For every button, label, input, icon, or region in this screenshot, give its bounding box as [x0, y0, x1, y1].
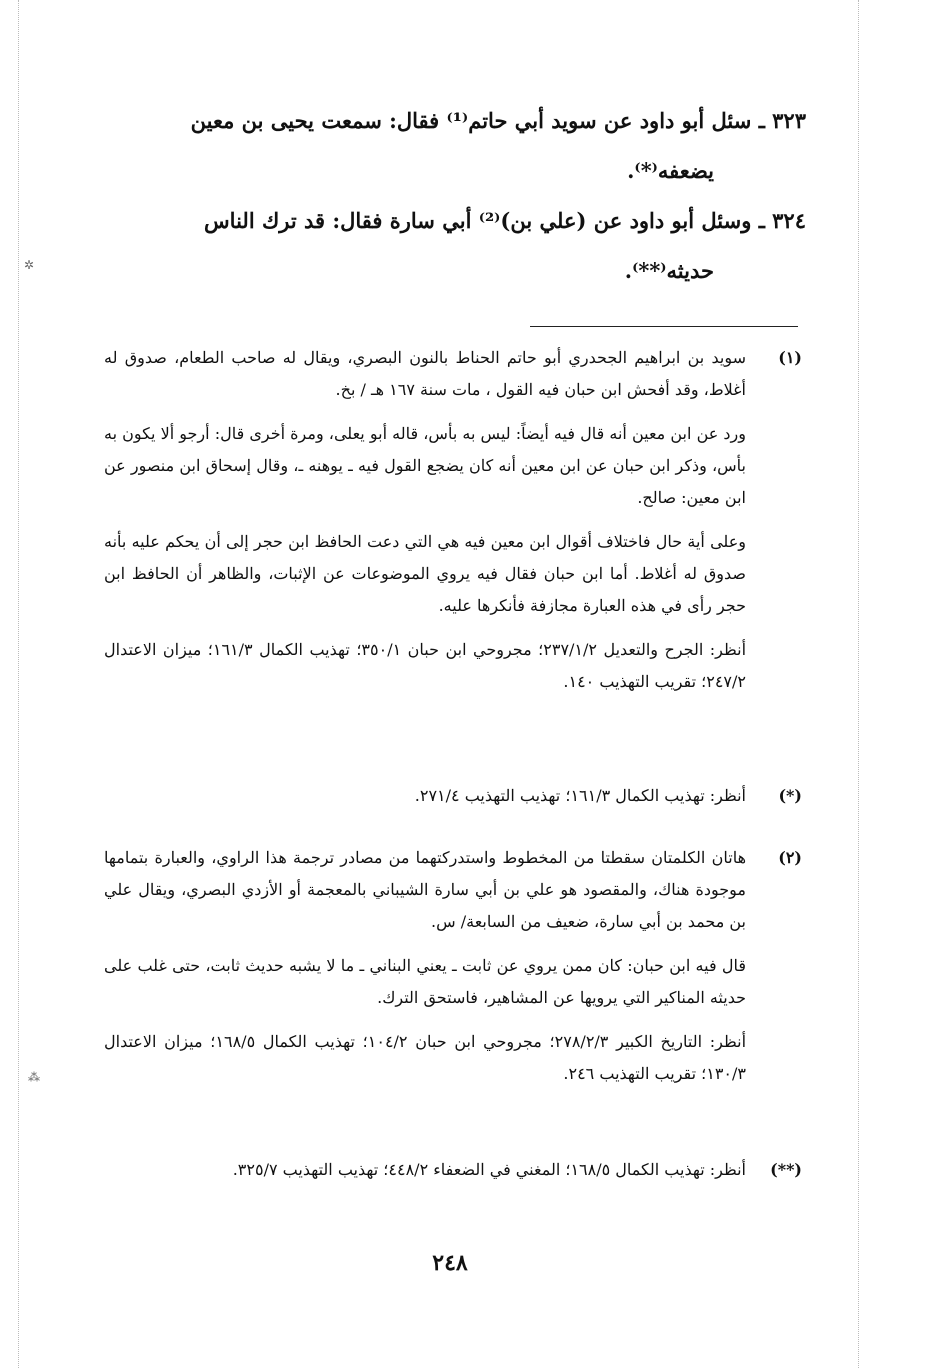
footnote-paragraph: هاتان الكلمتان سقطتا من المخطوط واستدركتهما من مصادر ترجمة هذا الراوي، والعبارة بتمامها موجودة هناك، والمقصود هو علي بن أبي سارة الشيباني بالمعجمة أو الأزدي البصري، ويقال علي بن محمد بن أبي سارة، ضعيف من السابعة/ س. [104, 848, 747, 931]
footnote-paragraph: وعلى أية حال فاختلاف أقوال ابن معين فيه هي التي دعت الحافظ ابن حجر إلى أن يحكم عليه بأنه صدوق له أغلاط. أما ابن حبان فقال فيه يروي الموضوعات عن الإثبات، والظاهر أن الحافظ ابن حجر رأى في هذه العبارة مجازفة فأنكرها عليه. [104, 532, 747, 615]
footnote-1 [104, 342, 802, 710]
footnote-star [104, 780, 802, 824]
right-edge-scan-mark [858, 0, 859, 1368]
scan-speck: ⁂ [28, 1070, 40, 1084]
page-number: ٢٤٨ [432, 1250, 468, 1276]
footnote-double-star [104, 1154, 802, 1198]
footnote-paragraph: قال فيه ابن حبان: كان ممن يروي عن ثابت ـ يعني البناني ـ ما لا يشبه حديث ثابت، حتى غلب على حديثه المناكير التي يرويها عن المشاهير، فاستحق الترك. [104, 956, 746, 1007]
footnote-paragraph: ورد عن ابن معين أنه قال فيه أيضاً: ليس به بأس، قاله أبو يعلى، ومرة أخرى قال: أرجو ألا يكون به بأس، وذكر ابن حبان عن ابن معين أنه كان يضجع القول فيه ـ يوهنه ـ، وقال إسحاق ابن منصور عن ابن معين: صالح. [104, 424, 746, 507]
scan-speck: ✲ [24, 258, 35, 272]
footnote-paragraph: سويد بن ابراهيم الجحدري أبو حاتم الحناط بالنون البصري، ويقال له صاحب الطعام، صدوق له أغلاط، وقد أفحش ابن حبان فيه القول ، مات سنة ١٦٧ هـ / بخ. [104, 348, 746, 399]
entry-324 [104, 196, 806, 296]
entry-number: ٣٢٣ ـ [758, 108, 806, 133]
footnote-mark: (٢) [778, 848, 802, 867]
entry-text-continued: يضعفه⁽*⁾. [627, 158, 714, 183]
footnote-mark: (١) [778, 348, 802, 367]
entry-text: سئل أبو داود عن سويد أبي حاتم⁽¹⁾ فقال: سمعت يحيى بن معين [190, 108, 752, 133]
footnote-mark: (*) [778, 786, 802, 805]
entry-text-continued: حديثه⁽**⁾. [624, 258, 714, 283]
left-edge-scan-mark [18, 0, 19, 1368]
entry-323 [104, 96, 806, 196]
footnote-2 [104, 842, 802, 1102]
footnote-paragraph: أنظر: التاريخ الكبير ٢٧٨/٢/٣؛ مجروحي ابن حبان ١٠٤/٢؛ تهذيب الكمال ١٦٨/٥؛ ميزان الاعتدال ١٣٠/٣؛ تقريب التهذيب ٢٤٦. [104, 1032, 747, 1083]
footnote-separator [530, 326, 798, 327]
footnote-mark: (**) [770, 1160, 802, 1179]
footnote-paragraph: أنظر: تهذيب الكمال ١٦٨/٥؛ المغني في الضعفاء ٤٤٨/٢؛ تهذيب التهذيب ٣٢٥/٧. [232, 1160, 746, 1179]
footnote-paragraph: أنظر: تهذيب الكمال ١٦١/٣؛ تهذيب التهذيب ٢٧١/٤. [414, 786, 746, 805]
entry-number: ٣٢٤ ـ [758, 208, 806, 233]
entry-text: وسئل أبو داود عن (علي بن)⁽²⁾ أبي سارة فقال: قد ترك الناس [204, 208, 752, 233]
footnote-paragraph: أنظر: الجرح والتعديل ٢٣٧/١/٢؛ مجروحي ابن حبان ٣٥٠/١؛ تهذيب الكمال ١٦١/٣؛ ميزان الاعتدال ٢٤٧/٢؛ تقريب التهذيب ١٤٠. [104, 640, 747, 691]
